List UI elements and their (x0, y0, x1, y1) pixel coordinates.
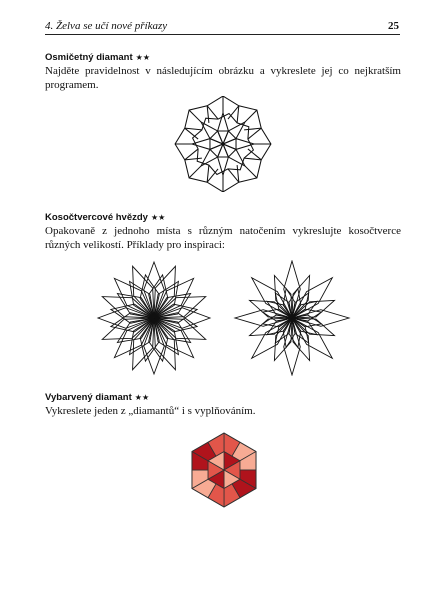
section-text-osmicetny-diamant: Najděte pravidelnost v následujícím obrázku a vykreslete jej co nejkratším programem. (45, 65, 401, 91)
difficulty-stars: ★★ (134, 393, 150, 402)
difficulty-stars: ★★ (150, 213, 166, 222)
colored-diamond-figure (186, 430, 262, 510)
diamond-spoke (189, 110, 201, 122)
diamond-spoke (245, 110, 257, 122)
page-number: 25 (388, 20, 399, 32)
diamond-spoke (245, 166, 257, 178)
rhombus-star-figure-1 (96, 260, 212, 376)
eightfold-diamond-figure (171, 96, 275, 192)
header-rule (45, 34, 400, 35)
section-title-kosoctvercove-hvezdy: Kosočtvercové hvězdy ★★ (45, 212, 166, 223)
diamond-petal (192, 139, 223, 150)
difficulty-stars: ★★ (135, 53, 150, 62)
section-text-vybarveny-diamant: Vykreslete jeden z „diamantů“ i s vyplňováním. (45, 405, 256, 417)
rhombus-star-figure-2 (232, 260, 352, 376)
section-text-kosoctvercove-hvezdy: Opakovaně z jednoho místa s různým natočením vykreslujte kosočtverce různých velikostí. Příklady pro inspiraci: (45, 225, 401, 251)
diamond-petal (218, 144, 229, 175)
section-title-osmicetny-diamant: Osmičetný diamant ★★ (45, 52, 150, 63)
diamond-petal (218, 113, 229, 144)
diamond-petal (223, 139, 254, 150)
diamond-spoke (189, 166, 201, 178)
section-title-vybarveny-diamant: Vybarvený diamant ★★ (45, 392, 150, 403)
running-header-chapter: 4. Želva se učí nové příkazy (45, 20, 168, 32)
